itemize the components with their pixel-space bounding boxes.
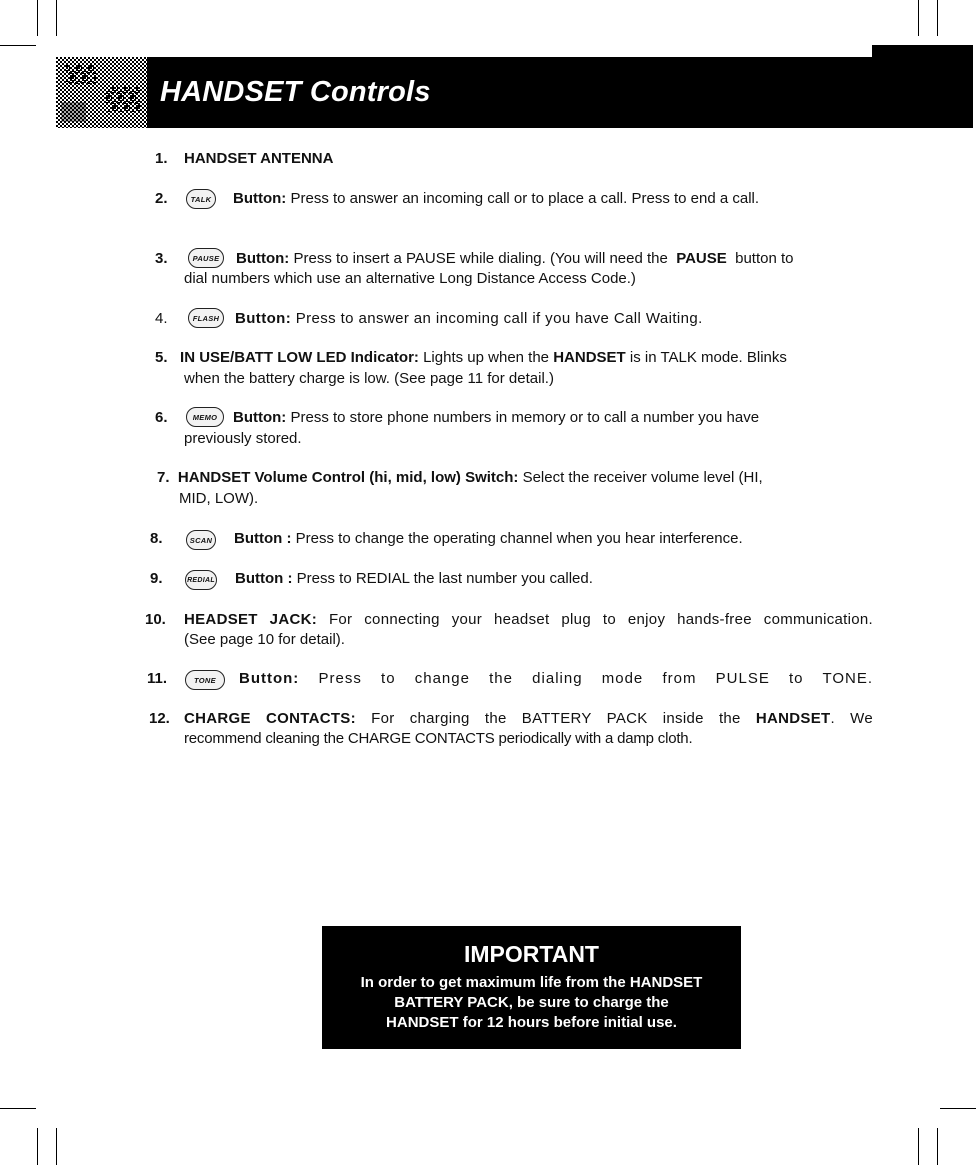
item-number: 5. [155, 349, 168, 366]
pause-button-icon: PAUSE [188, 248, 224, 268]
item-description: Press to answer an incoming call if you have Call Waiting. [295, 310, 703, 327]
item-description: For connecting your headset plug to enjoy hands-free communication. [328, 611, 874, 628]
tone-button-icon: TONE [185, 670, 225, 690]
item-label: HANDSET Volume Control (hi, mid, low) Switch: [177, 469, 519, 486]
item-text-line2: MID, LOW). [179, 490, 259, 507]
item-label: HANDSET ANTENNA [184, 150, 334, 167]
notice-line: HANDSET for 12 hours before initial use. [386, 1014, 677, 1031]
item-label: Button : [235, 570, 293, 587]
notice-line: In order to get maximum life from the HANDSET [360, 974, 703, 991]
item-text-line2: recommend cleaning the CHARGE CONTACTS periodically with a damp cloth. [184, 730, 693, 747]
crop-mark [918, 1128, 919, 1165]
item-number: 1. [155, 150, 168, 167]
item-label: Button: [233, 190, 287, 207]
item-text [184, 609, 873, 631]
item-text-line2: (See page 10 for detail). [184, 631, 345, 648]
item-text [155, 347, 875, 369]
item-text [233, 188, 873, 210]
item-text [235, 308, 875, 330]
item-text [234, 528, 874, 550]
redial-button-icon: REDIAL [185, 570, 217, 590]
item-text [233, 407, 873, 429]
item-text [239, 668, 873, 690]
item-strong: HANDSET [755, 710, 831, 727]
flash-button-icon: FLASH [188, 308, 224, 328]
item-label: Button: [233, 409, 287, 426]
item-text [236, 248, 876, 270]
memo-button-icon: MEMO [186, 407, 224, 427]
crop-mark [0, 1108, 36, 1109]
item-text-line2: dial numbers which use an alternative Long Distance Access Code.) [184, 270, 636, 287]
important-notice [322, 926, 741, 1049]
crop-mark [918, 0, 919, 36]
crop-mark [37, 1128, 38, 1165]
item-number: 7. [157, 469, 170, 486]
item-description: Press to REDIAL the last number you called. [296, 570, 593, 587]
item-description: Press to store phone numbers in memory or to call a number you have [290, 409, 760, 426]
item-description: For charging the BATTERY PACK inside the [371, 710, 741, 727]
crop-mark [56, 0, 57, 36]
item-number: 2. [155, 190, 168, 207]
item-number: 11. [147, 670, 168, 687]
page-tab [872, 45, 973, 128]
crop-mark [937, 0, 938, 36]
crop-mark [0, 45, 36, 46]
halftone-pattern [56, 57, 147, 128]
item-label: Button: [235, 310, 292, 327]
item-label: Button: [239, 670, 300, 687]
item-description: Select the receiver volume level (HI, [522, 469, 763, 486]
item-description: Press to insert a PAUSE while dialing. (You will need the [293, 250, 668, 267]
item-strong: HANDSET [553, 349, 626, 366]
item-text-line2: when the battery charge is low. (See page 11 for detail.) [184, 370, 554, 387]
item-label: Button : [234, 530, 292, 547]
item-description: is in TALK mode. Blinks [629, 349, 787, 366]
item-label: HEADSET JACK: [184, 611, 318, 628]
item-description: button to [735, 250, 794, 267]
item-text-line2: previously stored. [184, 430, 302, 447]
crop-mark [37, 0, 38, 36]
item-number: 12. [149, 710, 170, 727]
page-title: HANDSET Controls [160, 76, 431, 108]
item-number: 3. [155, 250, 168, 267]
item-number: 10. [145, 611, 166, 628]
crop-mark [940, 1108, 976, 1109]
item-label: IN USE/BATT LOW LED Indicator: [180, 349, 419, 366]
item-text [235, 568, 875, 590]
item-text [157, 467, 877, 489]
crop-mark [56, 1128, 57, 1165]
item-strong: PAUSE [676, 250, 727, 267]
item-description: . We [830, 710, 874, 727]
item-text [184, 148, 333, 170]
item-number: 8. [150, 530, 163, 547]
scan-button-icon: SCAN [186, 530, 216, 550]
notice-line: BATTERY PACK, be sure to charge the [394, 994, 669, 1011]
talk-button-icon: TALK [186, 189, 216, 209]
item-label: CHARGE CONTACTS: [184, 710, 356, 727]
crop-mark [937, 1128, 938, 1165]
item-description: Press to change the operating channel when you hear interference. [295, 530, 743, 547]
item-number: 6. [155, 409, 168, 426]
item-description: Press to change the dialing mode from PULSE to TONE. [318, 670, 874, 687]
item-number: 4. [155, 310, 168, 327]
item-text [184, 708, 873, 730]
item-description: Press to answer an incoming call or to place a call. Press to end a call. [290, 190, 760, 207]
notice-title: IMPORTANT [463, 941, 599, 967]
item-label: Button: [236, 250, 290, 267]
item-description: Lights up when the [423, 349, 550, 366]
item-number: 9. [150, 570, 163, 587]
